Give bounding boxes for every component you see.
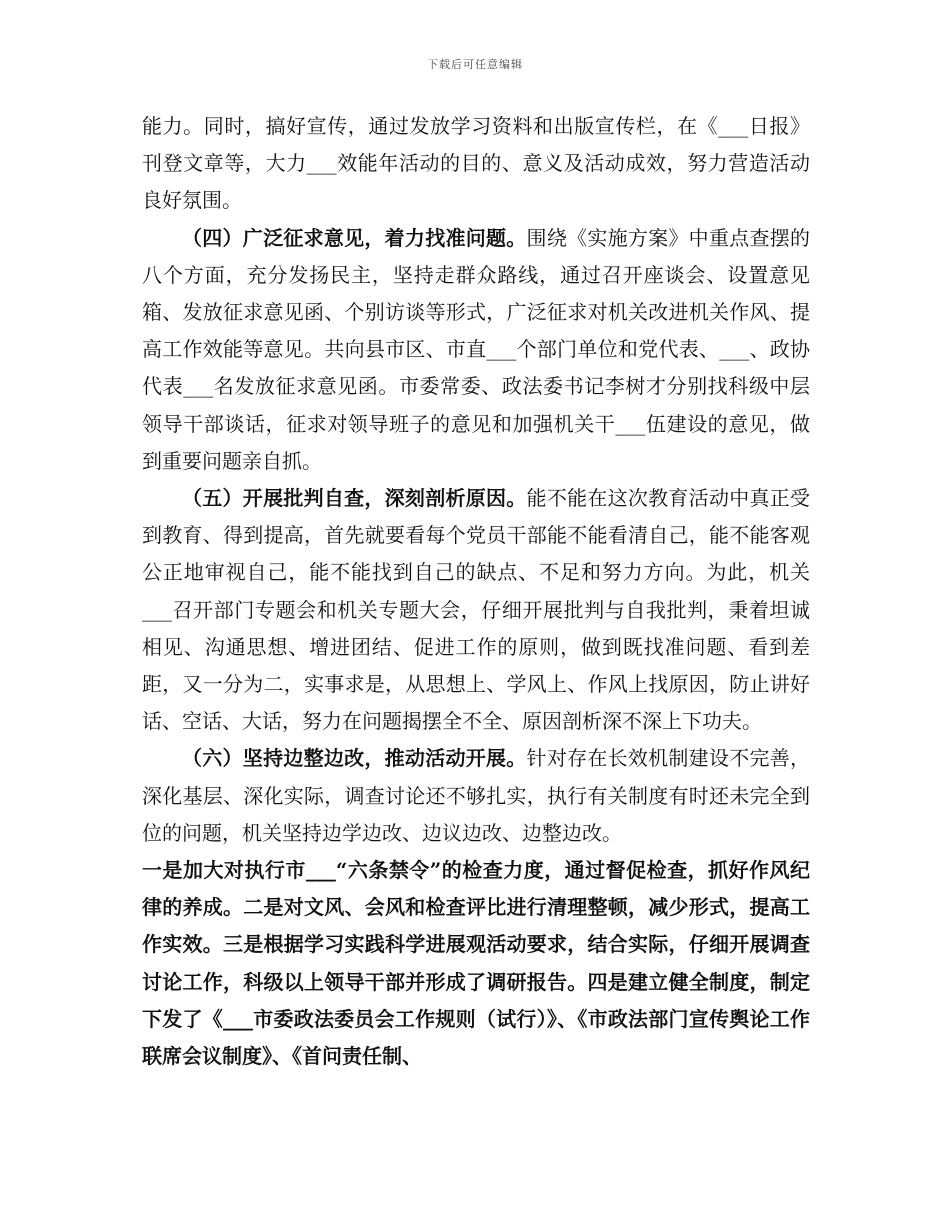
paragraph-section-4 <box>142 220 810 480</box>
document-body <box>142 108 810 1075</box>
page-header: 下载后可任意编辑 <box>427 58 523 71</box>
section-5-heading: （五）开展批判自查，深刻剖析原因。 <box>182 486 527 511</box>
section-5-body: 能不能在这次教育活动中真正受到教育、得到提高，首先就要看每个党员干部能不能看清自己，能不能客观公正地审视自己，能不能找到自己的缺点、不足和努力方向。为此，机关___召开部门专题会和机关专题大会，仔细开展批判与自我批判，秉着坦诚相见、沟通思想、增进团结、促进工作的原则，做到既找准问题、看到差距，又一分为二，实事求是，从思想上、学风上、作风上找原因，防止讲好话、空话、大话，努力在问题揭摆全不全、原因剖析深不深上下功夫。 <box>142 486 811 734</box>
paragraph-continuation: 能力。同时，搞好宣传，通过发放学习资料和出版宣传栏，在《___日报》刊登文章等，大力___效能年活动的目的、意义及活动成效，努力营造活动良好氛围。 <box>142 114 810 213</box>
paragraph-section-6 <box>142 740 810 852</box>
section-6-heading: （六）坚持边整边改，推动活动开展。 <box>182 746 527 771</box>
section-6-body: 针对存在长效机制建设不完善，深化基层、深化实际，调查讨论还不够扎实，执行有关制度有时还未完全到位的问题，机关坚持边学边改、边议边改、边整边改。 <box>142 746 811 845</box>
paragraph-section-5 <box>142 480 810 740</box>
paragraph-measures: 一是加大对执行市___“六条禁令”的检查力度，通过督促检查，抓好作风纪律的养成。二是对文风、会风和检查评比进行清理整顿，减少形式，提高工作实效。三是根据学习实践科学进展观活动要求，结合实际，仔细开展调查讨论工作，科级以上领导干部并形成了调研报告。四是建立健全制度，制定下发了《___市委政法委员会工作规则（试行）》、《市政法部门宣传舆论工作联席会议制度》、《首问责任制、 <box>142 858 810 1069</box>
section-4-heading: （四）广泛征求意见，着力找准问题。 <box>182 225 527 250</box>
section-4-body: 围绕《实施方案》中重点查摆的八个方面，充分发扬民主，坚持走群众路线，通过召开座谈会、设置意见箱、发放征求意见函、个别访谈等形式，广泛征求对机关改进机关作风、提高工作效能等意见。共向县市区、市直___个部门单位和党代表、___、政协代表___名发放征求意见函。市委常委、政法委书记李树才分别找科级中层领导干部谈话，征求对领导班子的意见和加强机关干___伍建设的意见，做到重要问题亲自抓。 <box>142 225 811 473</box>
